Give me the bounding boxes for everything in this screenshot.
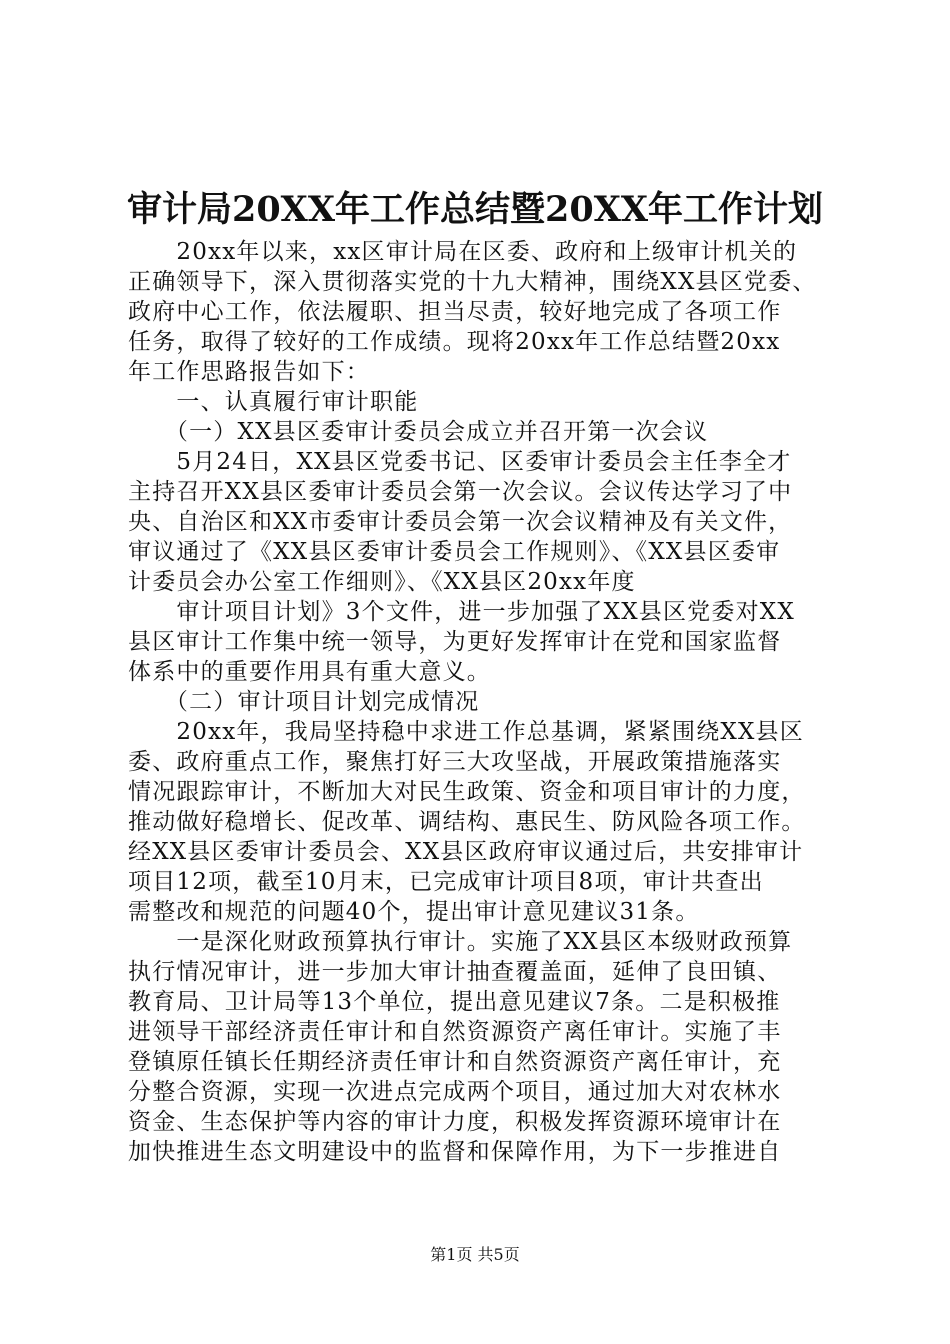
body-line: 推动做好稳增长、促改革、调结构、惠民生、防风险各项工作。 [128,809,806,835]
body-line: 体系中的重要作用具有重大意义。 [128,659,491,685]
body-line: 5月24日，XX县区党委书记、区委审计委员会主任李全才 [128,449,792,475]
body-line: 央、自治区和XX市委审计委员会第一次会议精神及有关文件， [128,509,793,535]
body-line: 20xx年，我局坚持稳中求进工作总基调，紧紧围绕XX县区 [128,719,804,745]
body-line: 主持召开XX县区委审计委员会第一次会议。会议传达学习了中 [128,479,793,505]
body-line: 执行情况审计，进一步加大审计抽查覆盖面，延伸了良田镇、 [128,959,782,985]
body-line: 县区审计工作集中统一领导，为更好发挥审计在党和国家监督 [128,629,782,655]
body-line: 进领导干部经济责任审计和自然资源资产离任审计。实施了丰 [128,1019,782,1045]
document-title: 审计局20XX年工作总结暨20XX年工作计划 [126,189,824,230]
document-body [128,237,838,1167]
body-line: 任务，取得了较好的工作成绩。现将20xx年工作总结暨20xx [128,329,781,355]
body-line: 审计项目计划》3个文件，进一步加强了XX县区党委对XX [128,599,795,625]
body-line: 20xx年以来，xx区审计局在区委、政府和上级审计机关的 [128,239,798,265]
page-number-footer: 第1页 共5页 [430,1245,520,1264]
body-line: 分整合资源，实现一次进点完成两个项目，通过加大对农林水 [128,1079,782,1105]
body-line: 政府中心工作，依法履职、担当尽责，较好地完成了各项工作 [128,299,782,325]
body-line: 年工作思路报告如下： [128,359,370,385]
body-line: 审议通过了《XX县区委审计委员会工作规则》、《XX县区委审 [128,539,781,565]
section-heading: 一、认真履行审计职能 [128,389,419,415]
body-line: 需整改和规范的问题40个，提出审计意见建议31条。 [128,899,700,925]
body-line: 项目12项，截至10月末，已完成审计项目8项，审计共查出 [128,869,764,895]
body-line: 计委员会办公室工作细则》、《XX县区20xx年度 [128,569,636,595]
body-line: 加快推进生态文明建设中的监督和保障作用，为下一步推进自 [128,1139,782,1165]
body-line: 登镇原任镇长任期经济责任审计和自然资源资产离任审计，充 [128,1049,782,1075]
body-line: 教育局、卫计局等13个单位，提出意见建议7条。二是积极推 [128,989,781,1015]
subsection-heading: （一）XX县区委审计委员会成立并召开第一次会议 [128,419,709,445]
body-line: 经XX县区委审计委员会、XX县区政府审议通过后，共安排审计 [128,839,804,865]
body-line: 情况跟踪审计，不断加大对民生政策、资金和项目审计的力度， [128,779,806,805]
body-line: 一是深化财政预算执行审计。实施了XX县区本级财政预算 [128,929,793,955]
body-line: 委、政府重点工作，聚焦打好三大攻坚战，开展政策措施落实 [128,749,782,775]
body-line: 正确领导下，深入贯彻落实党的十九大精神，围绕XX县区党委、 [128,269,817,295]
subsection-heading: （二）审计项目计划完成情况 [128,689,480,715]
body-line: 资金、生态保护等内容的审计力度，积极发挥资源环境审计在 [128,1109,782,1135]
